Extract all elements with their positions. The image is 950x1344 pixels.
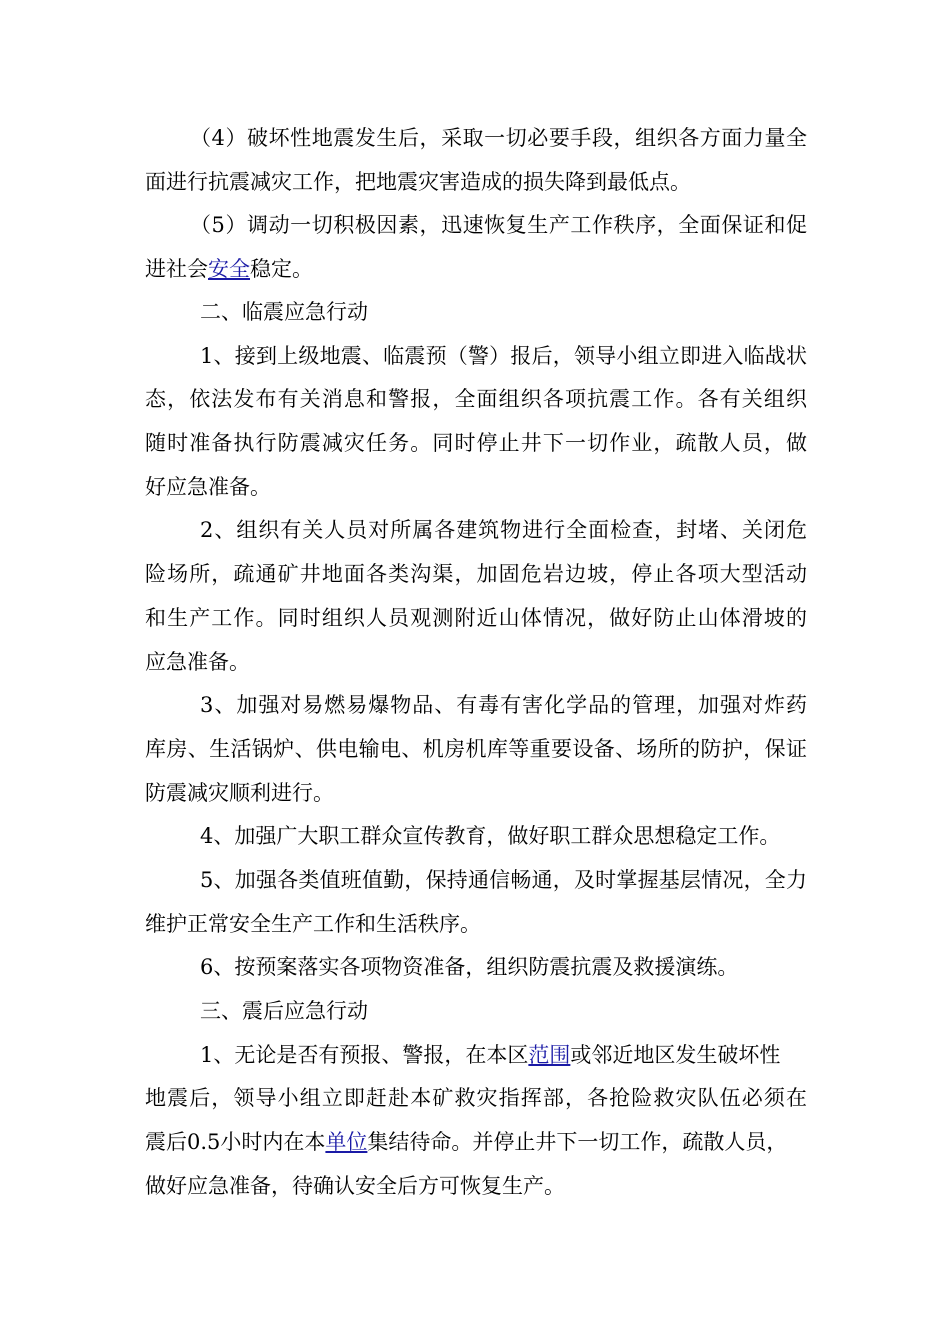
text-fragment: 震后0.5小时内在本 [145, 1130, 326, 1154]
link-scope[interactable]: 范围 [528, 1043, 571, 1067]
paragraph-5-line-2 [145, 254, 807, 284]
text-fragment: 或邻近地区发生破坏性 [570, 1043, 781, 1067]
link-unit[interactable]: 单位 [325, 1130, 368, 1154]
item-3-line-2: 库房、生活锅炉、供电输电、机房机库等重要设备、场所的防护，保证 [145, 737, 807, 761]
item-3-line-3: 防震减灾顺利进行。 [145, 781, 334, 805]
item-5-line-1: 5、加强各类值班值勤，保持通信畅通，及时掌握基层情况，全力 [200, 868, 807, 892]
item-5-line-2: 维护正常安全生产工作和生活秩序。 [145, 912, 481, 936]
item-4-line-1: 4、加强广大职工群众宣传教育，做好职工群众思想稳定工作。 [200, 824, 781, 848]
item-3-line-1: 3、加强对易燃易爆物品、有毒有害化学品的管理，加强对炸药 [200, 693, 807, 717]
item-1-line-1: 1、接到上级地震、临震预（警）报后，领导小组立即进入临战状 [200, 344, 807, 368]
post-item-1-line-3 [145, 1127, 807, 1157]
item-6-line-1: 6、按预案落实各项物资准备，组织防震抗震及救援演练。 [200, 955, 739, 979]
link-safety[interactable]: 安全 [208, 257, 250, 281]
item-2-line-2: 险场所，疏通矿井地面各类沟渠，加固危岩边坡，停止各项大型活动 [145, 562, 807, 586]
section-heading-post-quake: 三、震后应急行动 [200, 999, 368, 1023]
text-fragment: 稳定。 [250, 257, 313, 281]
item-1-line-3: 随时准备执行防震减灾任务。同时停止井下一切作业，疏散人员，做 [145, 431, 807, 455]
item-1-line-2: 态，依法发布有关消息和警报，全面组织各项抗震工作。各有关组织 [145, 387, 807, 411]
post-item-1-line-1 [200, 1040, 807, 1070]
post-item-1-line-2: 地震后，领导小组立即赶赴本矿救灾指挥部，各抢险救灾队伍必须在 [145, 1086, 807, 1110]
text-fragment: 进社会 [145, 257, 208, 281]
text-fragment: 集结待命。并停止井下一切工作，疏散人员， [367, 1130, 788, 1154]
paragraph-5-line-1: （5）调动一切积极因素，迅速恢复生产工作秩序，全面保证和促 [190, 213, 807, 237]
post-item-1-line-4: 做好应急准备，待确认安全后方可恢复生产。 [145, 1174, 565, 1198]
paragraph-4-line-1: （4）破坏性地震发生后，采取一切必要手段，组织各方面力量全 [190, 126, 807, 150]
paragraph-4-line-2: 面进行抗震减灾工作，把地震灾害造成的损失降到最低点。 [145, 170, 691, 194]
item-2-line-3: 和生产工作。同时组织人员观测附近山体情况，做好防止山体滑坡的 [145, 606, 807, 630]
item-1-line-4: 好应急准备。 [145, 475, 271, 499]
item-2-line-1: 2、组织有关人员对所属各建筑物进行全面检查，封堵、关闭危 [200, 518, 807, 542]
item-2-line-4: 应急准备。 [145, 650, 250, 674]
section-heading-imminent: 二、临震应急行动 [200, 300, 368, 324]
text-fragment: 1、无论是否有预报、警报，在本区 [200, 1043, 529, 1067]
